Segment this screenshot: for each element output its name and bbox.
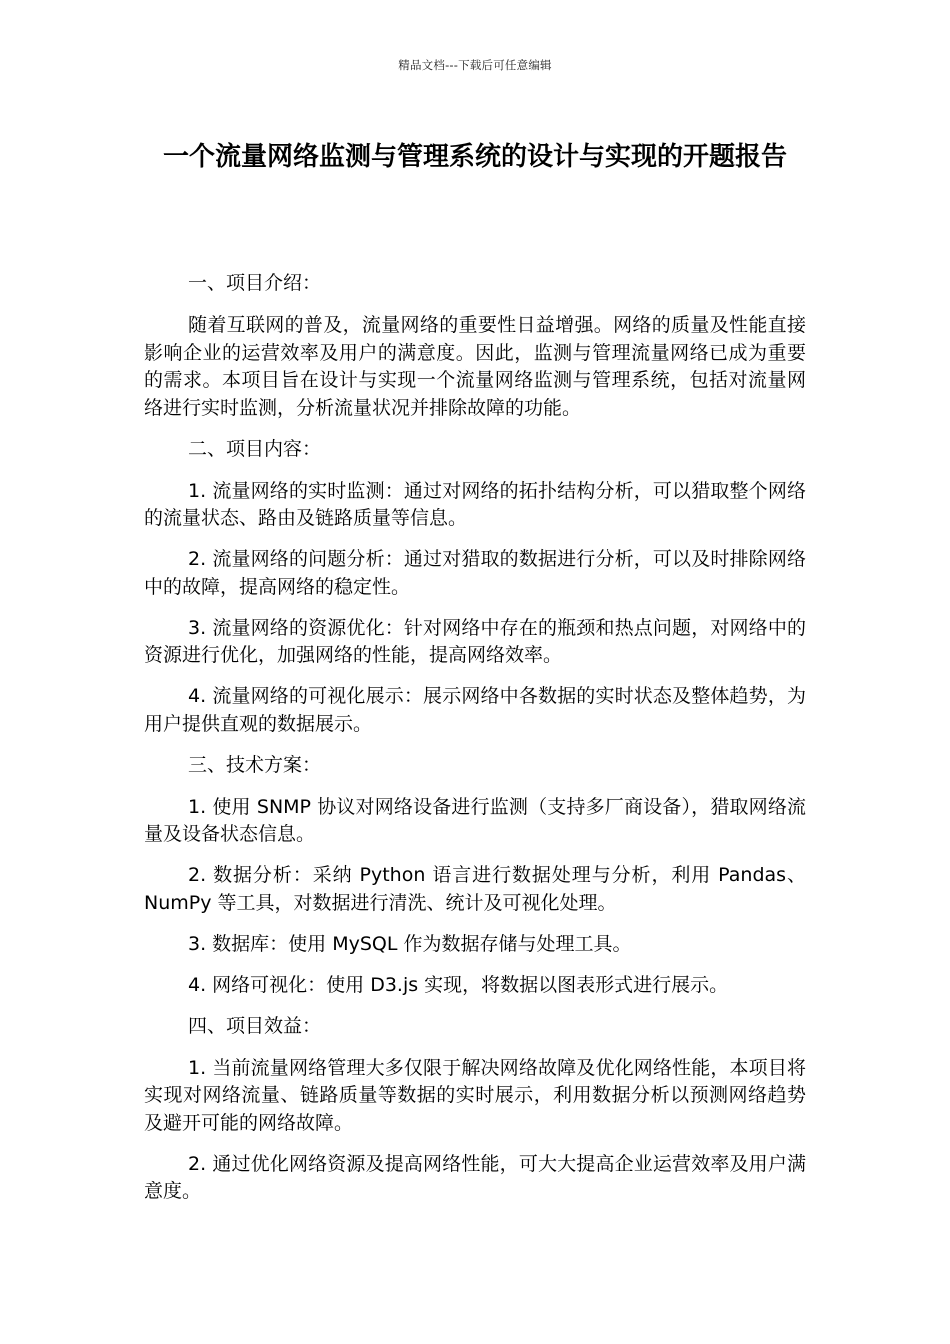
list-item: 1. 当前流量网络管理大多仅限于解决网络故障及优化网络性能，本项目将实现对网络流量、链路质量等数据的实时展示，利用数据分析以预测网络趋势及避开可能的网络故障。 bbox=[144, 1056, 806, 1134]
document-body bbox=[144, 270, 806, 1219]
list-item: 1. 流量网络的实时监测：通过对网络的拓扑结构分析，可以猎取整个网络的流量状态、路由及链路质量等信息。 bbox=[144, 479, 806, 529]
list-item: 2. 数据分析：采纳 Python 语言进行数据处理与分析，利用 Pandas、NumPy 等工具，对数据进行清洗、统计及可视化处理。 bbox=[144, 864, 806, 914]
list-item: 4. 网络可视化：使用 D3.js 实现，将数据以图表形式进行展示。 bbox=[188, 973, 729, 996]
list-item: 1. 使用 SNMP 协议对网络设备进行监测（支持多厂商设备），猎取网络流量及设备状态信息。 bbox=[144, 795, 806, 845]
list-item: 3. 数据库：使用 MySQL 作为数据存储与处理工具。 bbox=[188, 932, 632, 955]
paragraph: 随着互联网的普及，流量网络的重要性日益增强。网络的质量及性能直接影响企业的运营效率及用户的满意度。因此，监测与管理流量网络已成为重要的需求。本项目旨在设计与实现一个流量网络监测与管理系统，包括对流量网络进行实时监测，分析流量状况并排除故障的功能。 bbox=[144, 314, 806, 419]
list-item: 2. 流量网络的问题分析：通过对猎取的数据进行分析，可以及时排除网络中的故障，提高网络的稳定性。 bbox=[144, 548, 806, 598]
section-heading: 一、项目介绍： bbox=[188, 272, 322, 294]
list-item: 2. 通过优化网络资源及提高网络性能，可大大提高企业运营效率及用户满意度。 bbox=[144, 1152, 806, 1202]
section-heading: 三、技术方案： bbox=[188, 753, 322, 776]
section-heading: 二、项目内容： bbox=[188, 437, 322, 460]
page-header: 精品文档---下载后可任意编辑 bbox=[398, 58, 552, 72]
document-title: 一个流量网络监测与管理系统的设计与实现的开题报告 bbox=[162, 142, 787, 172]
list-item: 3. 流量网络的资源优化：针对网络中存在的瓶颈和热点问题，对网络中的资源进行优化，加强网络的性能，提高网络效率。 bbox=[144, 616, 806, 666]
list-item: 4. 流量网络的可视化展示：展示网络中各数据的实时状态及整体趋势，为用户提供直观的数据展示。 bbox=[144, 685, 806, 735]
section-heading: 四、项目效益： bbox=[188, 1014, 322, 1037]
